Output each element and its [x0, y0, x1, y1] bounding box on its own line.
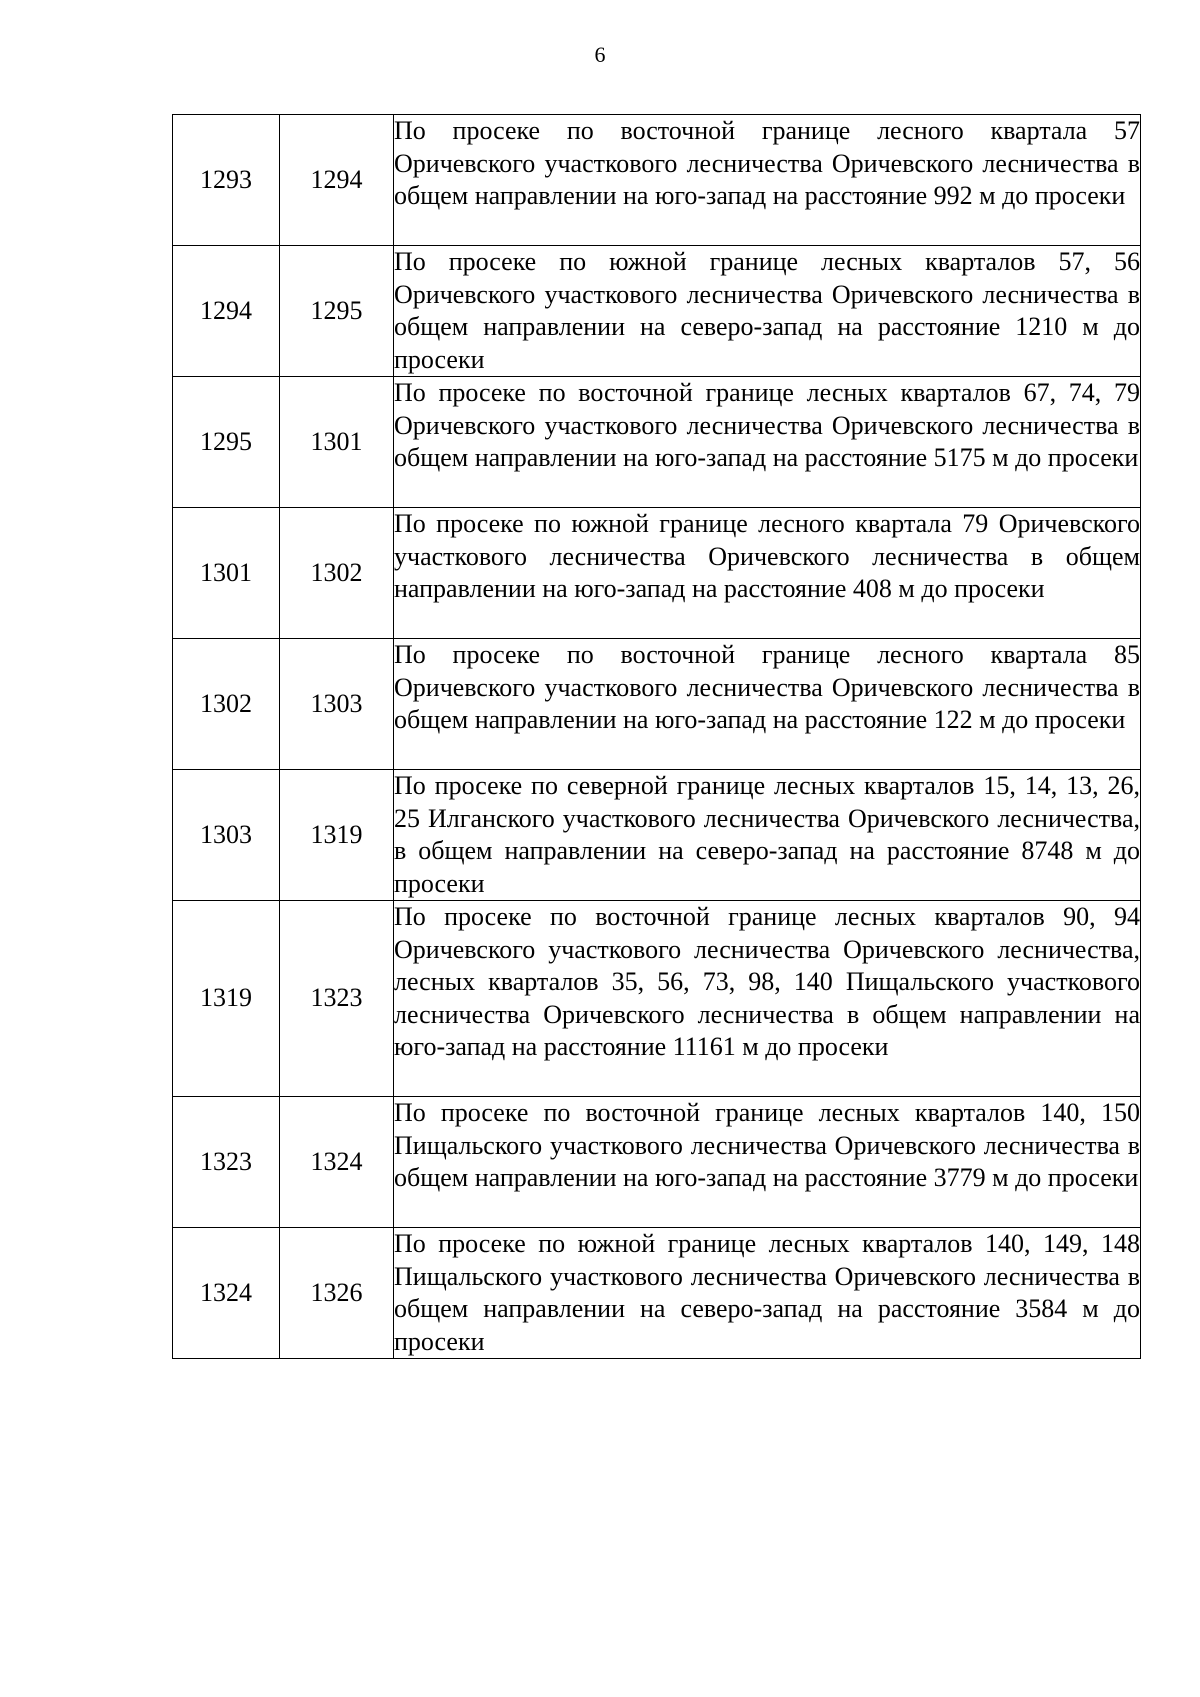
page-number: 6	[594, 42, 606, 67]
table-row	[173, 639, 1141, 770]
description-cell: По просеке по восточной границе лесных кварталов 90, 94 Оричевского участкового лесничества Оричевского лесничества, лесных кварталов 35, 56, 73, 98, 140 Пищальского участкового лесничества Оричевского лесничества в общем направлении на юго-запад на расстояние 11161 м до просеки	[394, 901, 1141, 1097]
from-point-cell: 1324	[173, 1228, 280, 1359]
table-row	[173, 901, 1141, 1097]
to-point-cell: 1324	[280, 1097, 394, 1228]
from-point-cell: 1295	[173, 377, 280, 508]
description-cell: По просеке по восточной границе лесных кварталов 140, 150 Пищальского участкового лесничества Оричевского лесничества в общем направлении на юго-запад на расстояние 3779 м до просеки	[394, 1097, 1141, 1228]
to-point-cell: 1326	[280, 1228, 394, 1359]
table-row	[173, 770, 1141, 901]
from-point-cell: 1302	[173, 639, 280, 770]
to-point-cell: 1323	[280, 901, 394, 1097]
description-cell: По просеке по северной границе лесных кварталов 15, 14, 13, 26, 25 Илганского участкового лесничества Оричевского лесничества, в общем направлении на северо-запад на расстояние 8748 м до просеки	[394, 770, 1141, 901]
description-cell: По просеке по восточной границе лесного квартала 57 Оричевского участкового лесничества Оричевского лесничества в общем направлении на юго-запад на расстояние 992 м до просеки	[394, 115, 1141, 246]
description-cell: По просеке по южной границе лесного квартала 79 Оричевского участкового лесничества Оричевского лесничества в общем направлении на юго-запад на расстояние 408 м до просеки	[394, 508, 1141, 639]
from-point-cell: 1301	[173, 508, 280, 639]
to-point-cell: 1319	[280, 770, 394, 901]
description-cell: По просеке по южной границе лесных кварталов 57, 56 Оричевского участкового лесничества Оричевского лесничества в общем направлении на северо-запад на расстояние 1210 м до просеки	[394, 246, 1141, 377]
boundary-table	[172, 114, 1141, 1359]
to-point-cell: 1303	[280, 639, 394, 770]
from-point-cell: 1294	[173, 246, 280, 377]
table-row	[173, 1228, 1141, 1359]
from-point-cell: 1303	[173, 770, 280, 901]
table-row	[173, 508, 1141, 639]
description-cell: По просеке по южной границе лесных кварталов 140, 149, 148 Пищальского участкового лесничества Оричевского лесничества в общем направлении на северо-запад на расстояние 3584 м до просеки	[394, 1228, 1141, 1359]
table-row	[173, 377, 1141, 508]
table-row	[173, 115, 1141, 246]
to-point-cell: 1294	[280, 115, 394, 246]
description-cell: По просеке по восточной границе лесных кварталов 67, 74, 79 Оричевского участкового лесничества Оричевского лесничества в общем направлении на юго-запад на расстояние 5175 м до просеки	[394, 377, 1141, 508]
to-point-cell: 1302	[280, 508, 394, 639]
to-point-cell: 1295	[280, 246, 394, 377]
table-row	[173, 1097, 1141, 1228]
from-point-cell: 1319	[173, 901, 280, 1097]
from-point-cell: 1293	[173, 115, 280, 246]
table-row	[173, 246, 1141, 377]
description-cell: По просеке по восточной границе лесного квартала 85 Оричевского участкового лесничества Оричевского лесничества в общем направлении на юго-запад на расстояние 122 м до просеки	[394, 639, 1141, 770]
to-point-cell: 1301	[280, 377, 394, 508]
from-point-cell: 1323	[173, 1097, 280, 1228]
